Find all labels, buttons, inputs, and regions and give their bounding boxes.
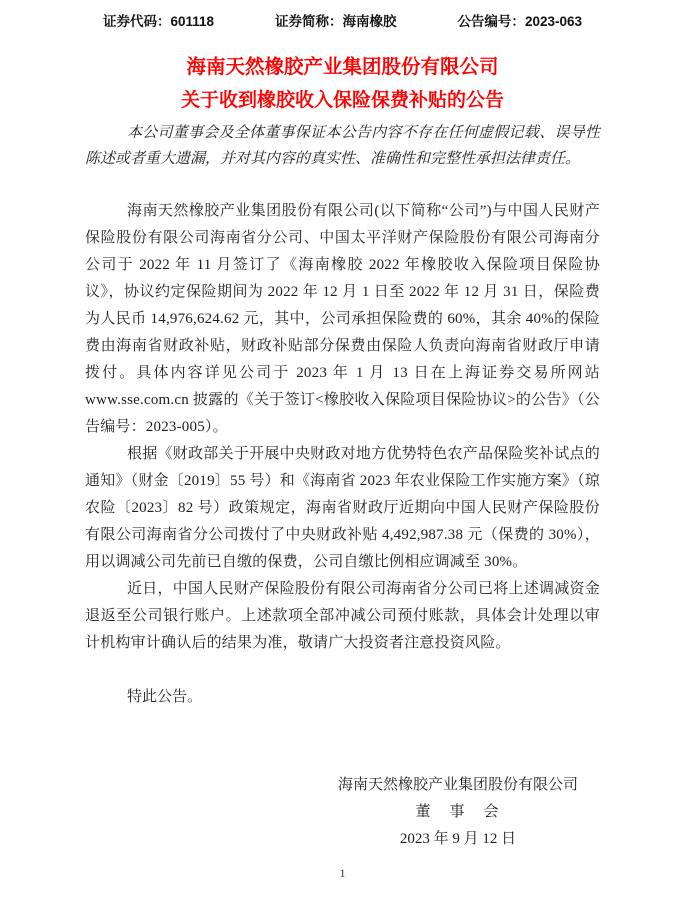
company-title: 海南天然橡胶产业集团股份有限公司 [186, 56, 499, 78]
stock-name-label: 证券简称： [275, 14, 343, 29]
stock-code [103, 13, 214, 31]
board-disclaimer: 本公司董事会及全体董事保证本公告内容不存在任何虚假记载、误导性陈述或者重大遗漏，并对其内容的真实性、准确性和完整性承担法律责任。 [85, 125, 600, 167]
announcement-number-value: 2023-063 [524, 14, 582, 29]
announcement-number-label: 公告编号： [457, 14, 525, 29]
signature-block [338, 772, 578, 853]
stock-code-value: 601118 [170, 14, 215, 29]
page-number: 1 [339, 866, 346, 880]
announcement-number [457, 13, 582, 31]
paragraph-subsidy-policy: 根据《财政部关于开展中央财政对地方优势特色农产品保险奖补试点的通知》（财金〔2019〕55 号）和《海南省 2023 年农业保险工作实施方案》（琼农险〔2023〕82 号）政策规定，海南省财政厅近期向中国人民财产保险股份有限公司海南省分公司拨付了中央财政补贴 4,492,987.38 元（保费的 30%），用以调减公司先前已自缴的保费，公司自缴比例相应调减至 30%。 [85, 446, 600, 570]
stock-name-value: 海南橡胶 [342, 14, 397, 29]
stock-code-label: 证券代码： [103, 14, 171, 29]
paragraph-insurance-agreement: 海南天然橡胶产业集团股份有限公司(以下简称“公司”)与中国人民财产保险股份有限公司海南省分公司、中国太平洋财产保险股份有限公司海南分公司于 2022 年 11 月签订了《海南橡胶 2022 年橡胶收入保险项目保险协议》，协议约定保险期间为 2022 年 12 月 1 日至 2022 年 12 月 31 日，保险费为人民币 14,976,624.62 元，其中，公司承担保险费的 60%，其余 40%的保险费由海南省财政补贴，财政补贴部分保费由保险人负责向海南省财政厅申请拨付。具体内容详见公司于 2023 年 1 月 13 日在上海证券交易所网站 www.sse.com.cn 披露的《关于签订<橡胶收入保险项目保险协议>的公告》（公告编号：2023-005）。 [85, 203, 600, 435]
signature-date: 2023 年 9 月 12 日 [399, 831, 517, 847]
closing-statement: 特此公告。 [127, 689, 203, 705]
announcement-body [85, 198, 600, 657]
signature-company: 海南天然橡胶产业集团股份有限公司 [338, 777, 579, 793]
stock-name [275, 13, 397, 31]
securities-header [85, 13, 600, 31]
signature-department: 董 事 会 [415, 804, 501, 820]
paragraph-fund-return: 近日，中国人民财产保险股份有限公司海南省分公司已将上述调减资金退返至公司银行账户。上述款项全部冲减公司预付账款，具体会计处理以审计机构审计确认后的结果为准，敬请广大投资者注意投资风险。 [85, 581, 600, 651]
announcement-title: 关于收到橡胶收入保险保费补贴的公告 [180, 90, 504, 111]
